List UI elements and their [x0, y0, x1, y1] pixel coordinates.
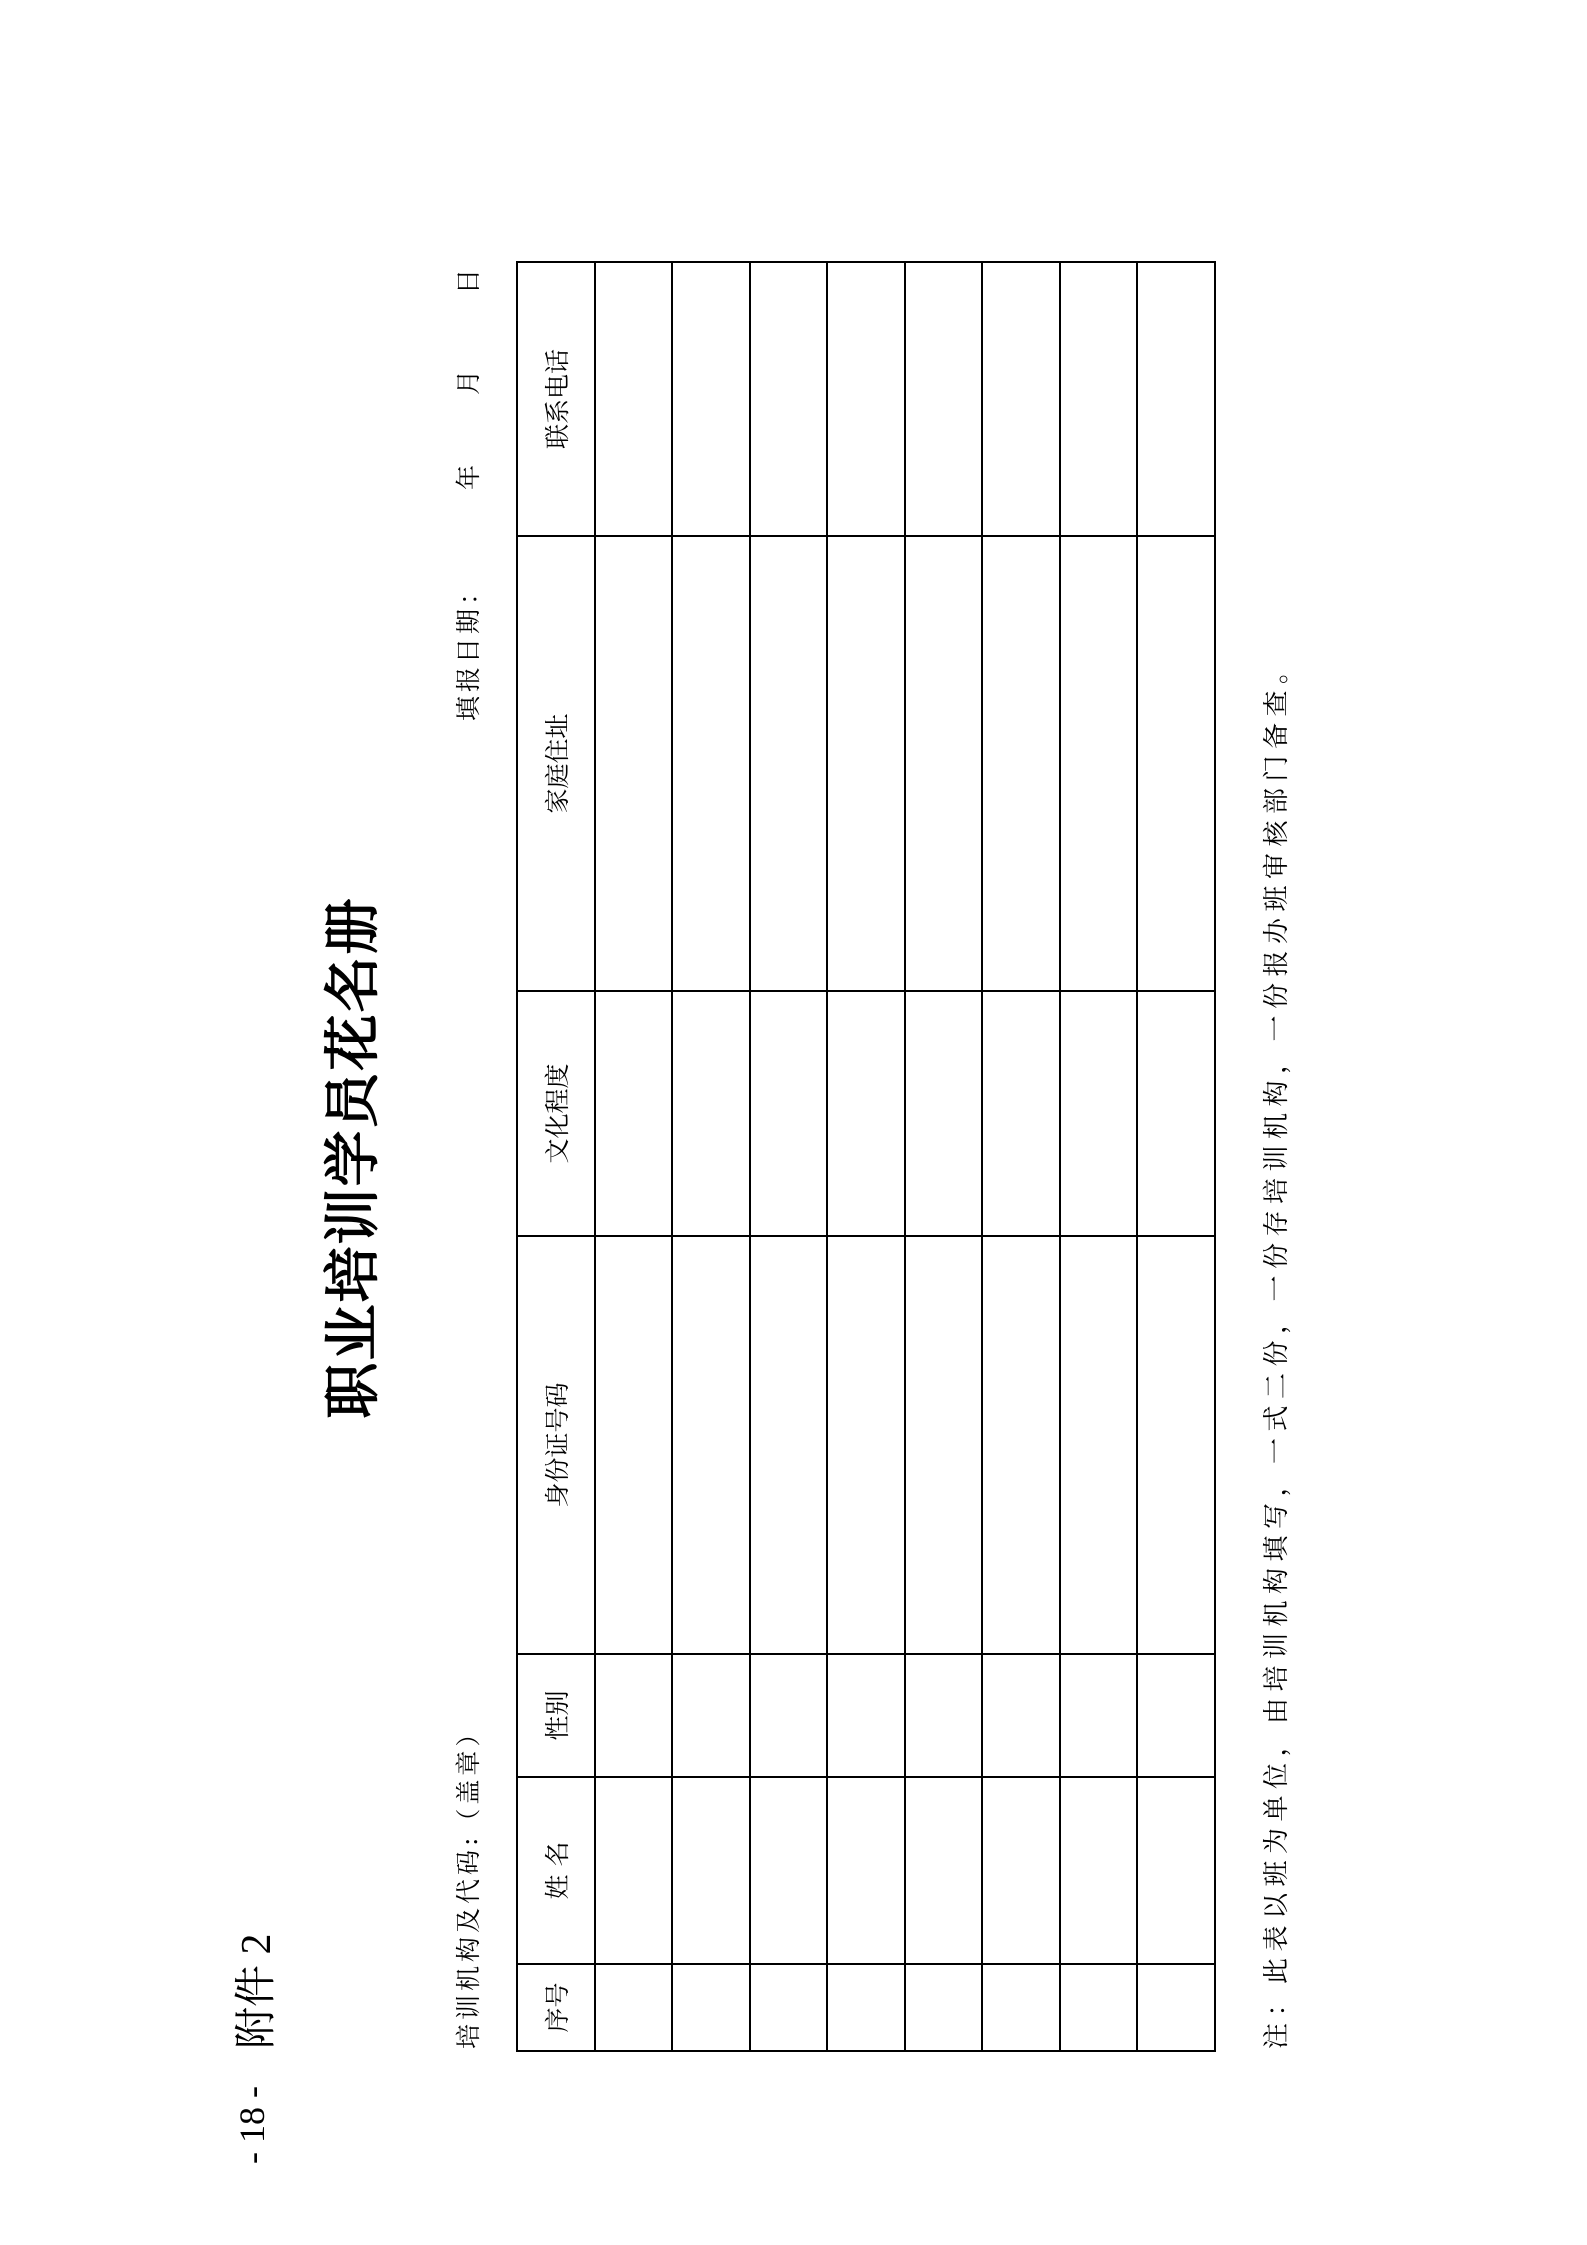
table-cell [1137, 262, 1215, 536]
table-body [595, 262, 1215, 2051]
table-cell [672, 991, 750, 1236]
table-cell [905, 1236, 983, 1654]
table-cell [1137, 536, 1215, 991]
table-row [750, 262, 828, 2051]
table-cell [1060, 991, 1138, 1236]
table-cell [750, 991, 828, 1236]
header-name: 姓 名 [517, 1777, 595, 1964]
training-institution-label: 培训机构及代码:（盖章） [454, 1717, 483, 2049]
table-cell [827, 1654, 905, 1777]
table-cell [905, 1964, 983, 2051]
table-cell [982, 1236, 1060, 1654]
table-cell [750, 1654, 828, 1777]
report-date-year-label: 年 [454, 460, 483, 490]
table-cell [750, 262, 828, 536]
table-cell [672, 536, 750, 991]
report-date-month-label: 月 [454, 365, 483, 395]
table-cell [750, 1964, 828, 2051]
report-date-day-label: 日 [454, 264, 483, 294]
header-education-level: 文化程度 [517, 991, 595, 1236]
table-cell [1137, 991, 1215, 1236]
header-home-address: 家庭住址 [517, 536, 595, 991]
table-row [905, 262, 983, 2051]
table-row [1060, 262, 1138, 2051]
table-cell [1137, 1236, 1215, 1654]
table-cell [672, 262, 750, 536]
table-cell [595, 262, 673, 536]
table-cell [1137, 1777, 1215, 1964]
table-cell [905, 262, 983, 536]
table-cell [827, 1964, 905, 2051]
table-cell [905, 1777, 983, 1964]
table-cell [595, 1654, 673, 1777]
table-cell [982, 536, 1060, 991]
table-cell [1060, 262, 1138, 536]
table-cell [750, 1236, 828, 1654]
report-date-label: 填报日期： [454, 575, 483, 721]
table-cell [1060, 1654, 1138, 1777]
table-cell [827, 536, 905, 991]
table-cell [1060, 536, 1138, 991]
table-cell [905, 991, 983, 1236]
table-cell [827, 991, 905, 1236]
table-cell [1060, 1777, 1138, 1964]
table-cell [595, 536, 673, 991]
table-row [827, 262, 905, 2051]
footnote: 注：此表以班为单位，由培训机构填写，一式二份，一份存培训机构，一份报办班审核部门备查。 [1262, 651, 1292, 2049]
table-cell [905, 1654, 983, 1777]
trainee-roster-table [516, 261, 1216, 2052]
table-cell [750, 1777, 828, 1964]
table-header-row [517, 262, 595, 2051]
table-cell [672, 1777, 750, 1964]
table-row [1137, 262, 1215, 2051]
document-title: 职业培训学员花名册 [320, 896, 386, 1419]
table-cell [982, 1777, 1060, 1964]
table-cell [1137, 1654, 1215, 1777]
table-cell [595, 1236, 673, 1654]
table-cell [672, 1964, 750, 2051]
table-cell [595, 1777, 673, 1964]
table-cell [595, 991, 673, 1236]
table-cell [750, 536, 828, 991]
table-cell [1060, 1964, 1138, 2051]
table-cell [982, 262, 1060, 536]
table-row [982, 262, 1060, 2051]
table-cell [827, 262, 905, 536]
page-number: - 18 - [232, 2086, 272, 2164]
attachment-label: 附件 2 [234, 1933, 280, 2049]
table-cell [672, 1654, 750, 1777]
table-cell [982, 1964, 1060, 2051]
header-serial-number: 序号 [517, 1964, 595, 2051]
table-cell [982, 991, 1060, 1236]
header-id-number: 身份证号码 [517, 1236, 595, 1654]
table-cell [672, 1236, 750, 1654]
table-cell [982, 1654, 1060, 1777]
table-cell [827, 1236, 905, 1654]
table-cell [905, 536, 983, 991]
table-row [595, 262, 673, 2051]
table-cell [1060, 1236, 1138, 1654]
header-contact-phone: 联系电话 [517, 262, 595, 536]
table-cell [1137, 1964, 1215, 2051]
table-row [672, 262, 750, 2051]
table-cell [595, 1964, 673, 2051]
header-gender: 性别 [517, 1654, 595, 1777]
table-cell [827, 1777, 905, 1964]
